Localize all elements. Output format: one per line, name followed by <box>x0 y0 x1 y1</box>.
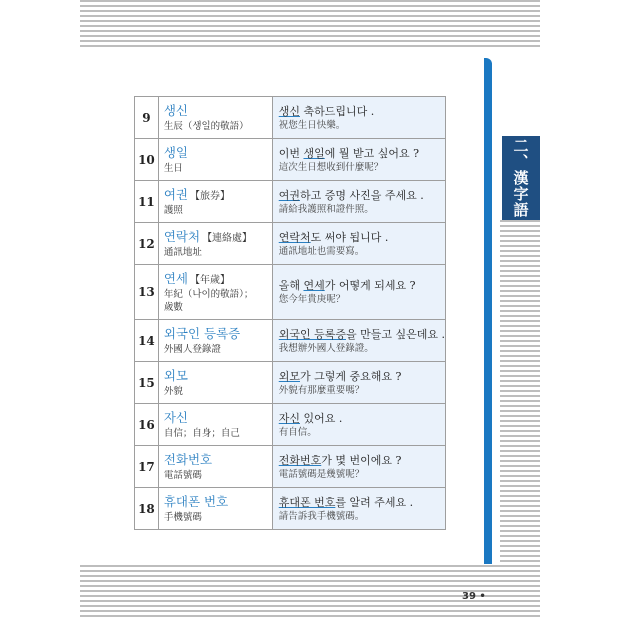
vocab-table <box>134 96 446 530</box>
row-number: 13 <box>135 265 159 320</box>
hanja: 【年歲】 <box>189 274 230 286</box>
korean-word: 휴대폰 번호 <box>163 493 229 509</box>
table-row <box>135 488 446 530</box>
sentence-cell <box>272 265 445 320</box>
korean-word: 여권 【旅券】 <box>163 186 230 202</box>
meaning: 歲數 <box>163 301 183 313</box>
korean-word: 외국인 등록증 <box>163 325 241 341</box>
sentence-cell <box>272 139 445 181</box>
table-row <box>135 320 446 362</box>
highlighted-word: 외모 <box>278 369 300 383</box>
word-cell <box>158 362 272 404</box>
korean-word: 연세 【年歲】 <box>163 270 230 286</box>
meaning: 自信；自身；自己 <box>163 427 240 439</box>
page-edge-bar <box>484 58 492 564</box>
example-sentence: 외모가 그렇게 중요해요 ? <box>278 369 402 383</box>
translation: 我想辦外國人登錄證。 <box>278 342 374 354</box>
row-number: 17 <box>135 446 159 488</box>
table-row <box>135 97 446 139</box>
meaning: 生辰（생일的敬語） <box>163 120 249 132</box>
highlighted-word: 자신 <box>278 411 300 425</box>
table-row <box>135 181 446 223</box>
sentence-cell <box>272 320 445 362</box>
top-stripe-band <box>80 0 540 50</box>
example-sentence: 연락처도 써야 됩니다 . <box>278 230 389 244</box>
highlighted-word: 여권 <box>278 188 300 202</box>
korean-word: 연락처 【連絡處】 <box>163 228 253 244</box>
translation: 電話號碼是幾號呢？ <box>278 468 365 480</box>
row-number: 18 <box>135 488 159 530</box>
word-cell <box>158 320 272 362</box>
word-cell <box>158 97 272 139</box>
row-number: 14 <box>135 320 159 362</box>
meaning: 手機號碼 <box>163 511 202 523</box>
translation: 您今年貴庚呢？ <box>278 294 346 305</box>
translation: 外貌有那麼重要嗎？ <box>278 384 365 396</box>
example-sentence: 전화번호가 몇 번이에요 ? <box>278 453 402 467</box>
meaning: 年紀（나이的敬語）； <box>163 288 254 300</box>
meaning: 通訊地址 <box>163 246 202 258</box>
example-sentence: 자신 있어요 . <box>278 411 343 425</box>
table-row <box>135 362 446 404</box>
translation: 通訊地址也需要寫。 <box>278 245 365 257</box>
example-sentence: 여권하고 증명 사진을 주세요 . <box>278 188 424 202</box>
example-sentence: 생신 축하드립니다 . <box>278 104 375 118</box>
table-row <box>135 139 446 181</box>
chapter-tab <box>502 136 540 220</box>
translation: 有自信。 <box>278 426 317 438</box>
row-number: 16 <box>135 404 159 446</box>
highlighted-word: 연락처 <box>278 230 311 244</box>
word-cell <box>158 488 272 530</box>
sentence-cell <box>272 362 445 404</box>
row-number: 15 <box>135 362 159 404</box>
word-cell <box>158 139 272 181</box>
sentence-cell <box>272 97 445 139</box>
chapter-tab-label: 二、漢字語 <box>511 138 530 218</box>
sentence-cell <box>272 404 445 446</box>
highlighted-word: 전화번호 <box>278 453 322 467</box>
word-cell <box>158 446 272 488</box>
example-sentence: 이번 생일에 뭘 받고 싶어요 ? <box>278 146 420 160</box>
korean-word: 전화번호 <box>163 451 213 467</box>
meaning: 護照 <box>163 204 183 216</box>
table-row <box>135 404 446 446</box>
word-cell <box>158 223 272 265</box>
translation: 祝您生日快樂。 <box>278 119 346 131</box>
highlighted-word: 외국인 등록증 <box>278 327 346 341</box>
meaning: 電話號碼 <box>163 469 202 481</box>
sentence-cell <box>272 446 445 488</box>
page-bullet-icon: • <box>479 591 486 602</box>
korean-word: 외모 <box>163 367 188 383</box>
example-sentence: 올해 연세가 어떻게 되세요 ? <box>278 279 416 292</box>
example-sentence: 휴대폰 번호를 알려 주세요 . <box>278 495 414 509</box>
word-cell <box>158 265 272 320</box>
highlighted-word: 휴대폰 번호 <box>278 495 336 509</box>
sentence-cell <box>272 223 445 265</box>
page-number: 39 • <box>462 591 486 602</box>
korean-word: 생신 <box>163 102 188 118</box>
word-cell <box>158 181 272 223</box>
table-row <box>135 223 446 265</box>
sentence-cell <box>272 181 445 223</box>
korean-word: 자신 <box>163 409 188 425</box>
hanja: 【連絡處】 <box>202 232 253 244</box>
side-stripe-band <box>500 220 540 565</box>
highlighted-word: 생일 <box>303 146 325 160</box>
hanja: 【旅券】 <box>189 190 230 202</box>
translation: 請告訴我手機號碼。 <box>278 510 365 522</box>
row-number: 9 <box>135 97 159 139</box>
row-number: 10 <box>135 139 159 181</box>
row-number: 12 <box>135 223 159 265</box>
table-row <box>135 446 446 488</box>
meaning: 外貌 <box>163 385 183 397</box>
row-number: 11 <box>135 181 159 223</box>
highlighted-word: 연세 <box>303 279 325 292</box>
meaning: 生日 <box>163 162 183 174</box>
translation: 請給我護照和證件照。 <box>278 203 374 215</box>
example-sentence: 외국인 등록증을 만들고 싶은데요 . <box>278 327 445 341</box>
korean-word: 생일 <box>163 144 188 160</box>
meaning: 外國人登錄證 <box>163 343 221 355</box>
sentence-cell <box>272 488 445 530</box>
highlighted-word: 생신 <box>278 104 300 118</box>
translation: 這次生日想收到什麼呢？ <box>278 161 384 173</box>
word-cell <box>158 404 272 446</box>
table-row <box>135 265 446 320</box>
